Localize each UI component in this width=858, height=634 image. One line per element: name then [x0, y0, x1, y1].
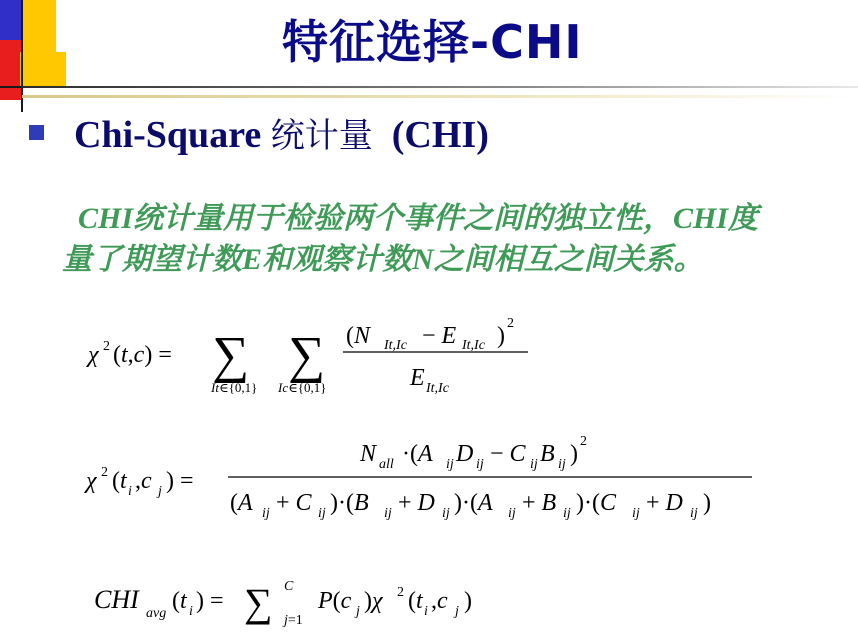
heading-cjk: 统计量	[270, 116, 373, 156]
svg-text:D: D	[456, 441, 474, 467]
svg-text:j: j	[356, 604, 360, 619]
svg-text:P(c: P(c	[318, 588, 352, 614]
svg-text:ij: ij	[690, 506, 698, 521]
svg-text:,c: ,c	[431, 588, 448, 614]
svg-text:+ C: + C	[276, 490, 312, 516]
svg-text:)·(C: )·(C	[576, 490, 616, 516]
paragraph-line-2: 量了期望计数E和观察计数N之间相互之间关系。	[62, 243, 704, 276]
svg-text:+ D: + D	[398, 490, 435, 516]
svg-text:): )	[703, 490, 711, 516]
svg-text:∑: ∑	[288, 327, 326, 384]
svg-text:2: 2	[580, 434, 587, 449]
svg-text:It,Ic: It,Ic	[426, 381, 449, 396]
svg-text:j: j	[455, 604, 459, 619]
svg-text:2: 2	[101, 465, 108, 480]
svg-text:(N: (N	[346, 323, 371, 349]
svg-text:i: i	[189, 604, 193, 619]
svg-text:2: 2	[397, 585, 404, 600]
svg-text:all: all	[379, 457, 394, 472]
svg-text:χ: χ	[88, 342, 99, 368]
svg-text:B: B	[540, 441, 555, 467]
svg-text:(A: (A	[230, 490, 253, 516]
svg-text:ij: ij	[442, 506, 450, 521]
svg-text:+ B: + B	[522, 490, 557, 516]
svg-text:CHI: CHI	[94, 585, 139, 614]
svg-text:)χ: )χ	[364, 588, 383, 614]
svg-text:) =: ) =	[196, 588, 224, 614]
svg-text:)·(A: )·(A	[454, 490, 493, 516]
svg-text:ij: ij	[632, 506, 640, 521]
svg-text:): )	[570, 441, 578, 467]
svg-text:(t: (t	[172, 588, 187, 614]
svg-text:+ D: + D	[646, 490, 683, 516]
svg-text:− C: − C	[490, 441, 526, 467]
paragraph-line-1: CHI统计量用于检验两个事件之间的独立性，CHI度	[78, 202, 759, 235]
svg-text:(t: (t	[408, 588, 423, 614]
svg-text:∑: ∑	[212, 327, 250, 384]
svg-text:E: E	[410, 365, 425, 391]
heading-latin: Chi-Square	[74, 114, 262, 156]
svg-text:avg: avg	[146, 606, 167, 621]
svg-text:ij: ij	[563, 506, 571, 521]
svg-text:ij: ij	[446, 457, 454, 472]
svg-text:ij: ij	[384, 506, 392, 521]
svg-text:i: i	[424, 604, 428, 619]
svg-text:Ic∈{0,1}: Ic∈{0,1}	[278, 380, 327, 395]
svg-text:2: 2	[507, 316, 514, 331]
svg-text:N: N	[360, 441, 377, 467]
svg-text:C: C	[284, 579, 294, 594]
svg-text:It,Ic: It,Ic	[384, 338, 407, 353]
svg-text:2: 2	[103, 339, 110, 354]
svg-text:(t: (t	[112, 468, 127, 494]
svg-text:j: j	[158, 484, 162, 499]
svg-text:It∈{0,1}: It∈{0,1}	[211, 380, 258, 395]
svg-text:i: i	[128, 484, 132, 499]
svg-text:ij: ij	[318, 506, 326, 521]
svg-text:ij: ij	[558, 457, 566, 472]
svg-text:ij: ij	[508, 506, 516, 521]
slide-title: 特征选择-CHI	[282, 15, 583, 69]
svg-text:ij: ij	[530, 457, 538, 472]
svg-text:): )	[464, 588, 472, 614]
svg-text:): )	[497, 323, 505, 349]
heading-abbr: (CHI)	[391, 114, 489, 156]
svg-text:χ: χ	[86, 468, 97, 494]
svg-text:,c: ,c	[135, 468, 152, 494]
svg-text:) =: ) =	[166, 468, 194, 494]
svg-text:− E: − E	[422, 323, 457, 349]
svg-text:It,Ic: It,Ic	[462, 338, 485, 353]
svg-text:∑: ∑	[244, 580, 273, 625]
svg-text:j=1: j=1	[284, 613, 303, 628]
svg-text:(t,c) =: (t,c) =	[113, 342, 172, 368]
svg-text:ij: ij	[476, 457, 484, 472]
svg-text:ij: ij	[262, 506, 270, 521]
svg-text:)·(B: )·(B	[330, 490, 369, 516]
svg-text:·(A: ·(A	[402, 441, 433, 467]
